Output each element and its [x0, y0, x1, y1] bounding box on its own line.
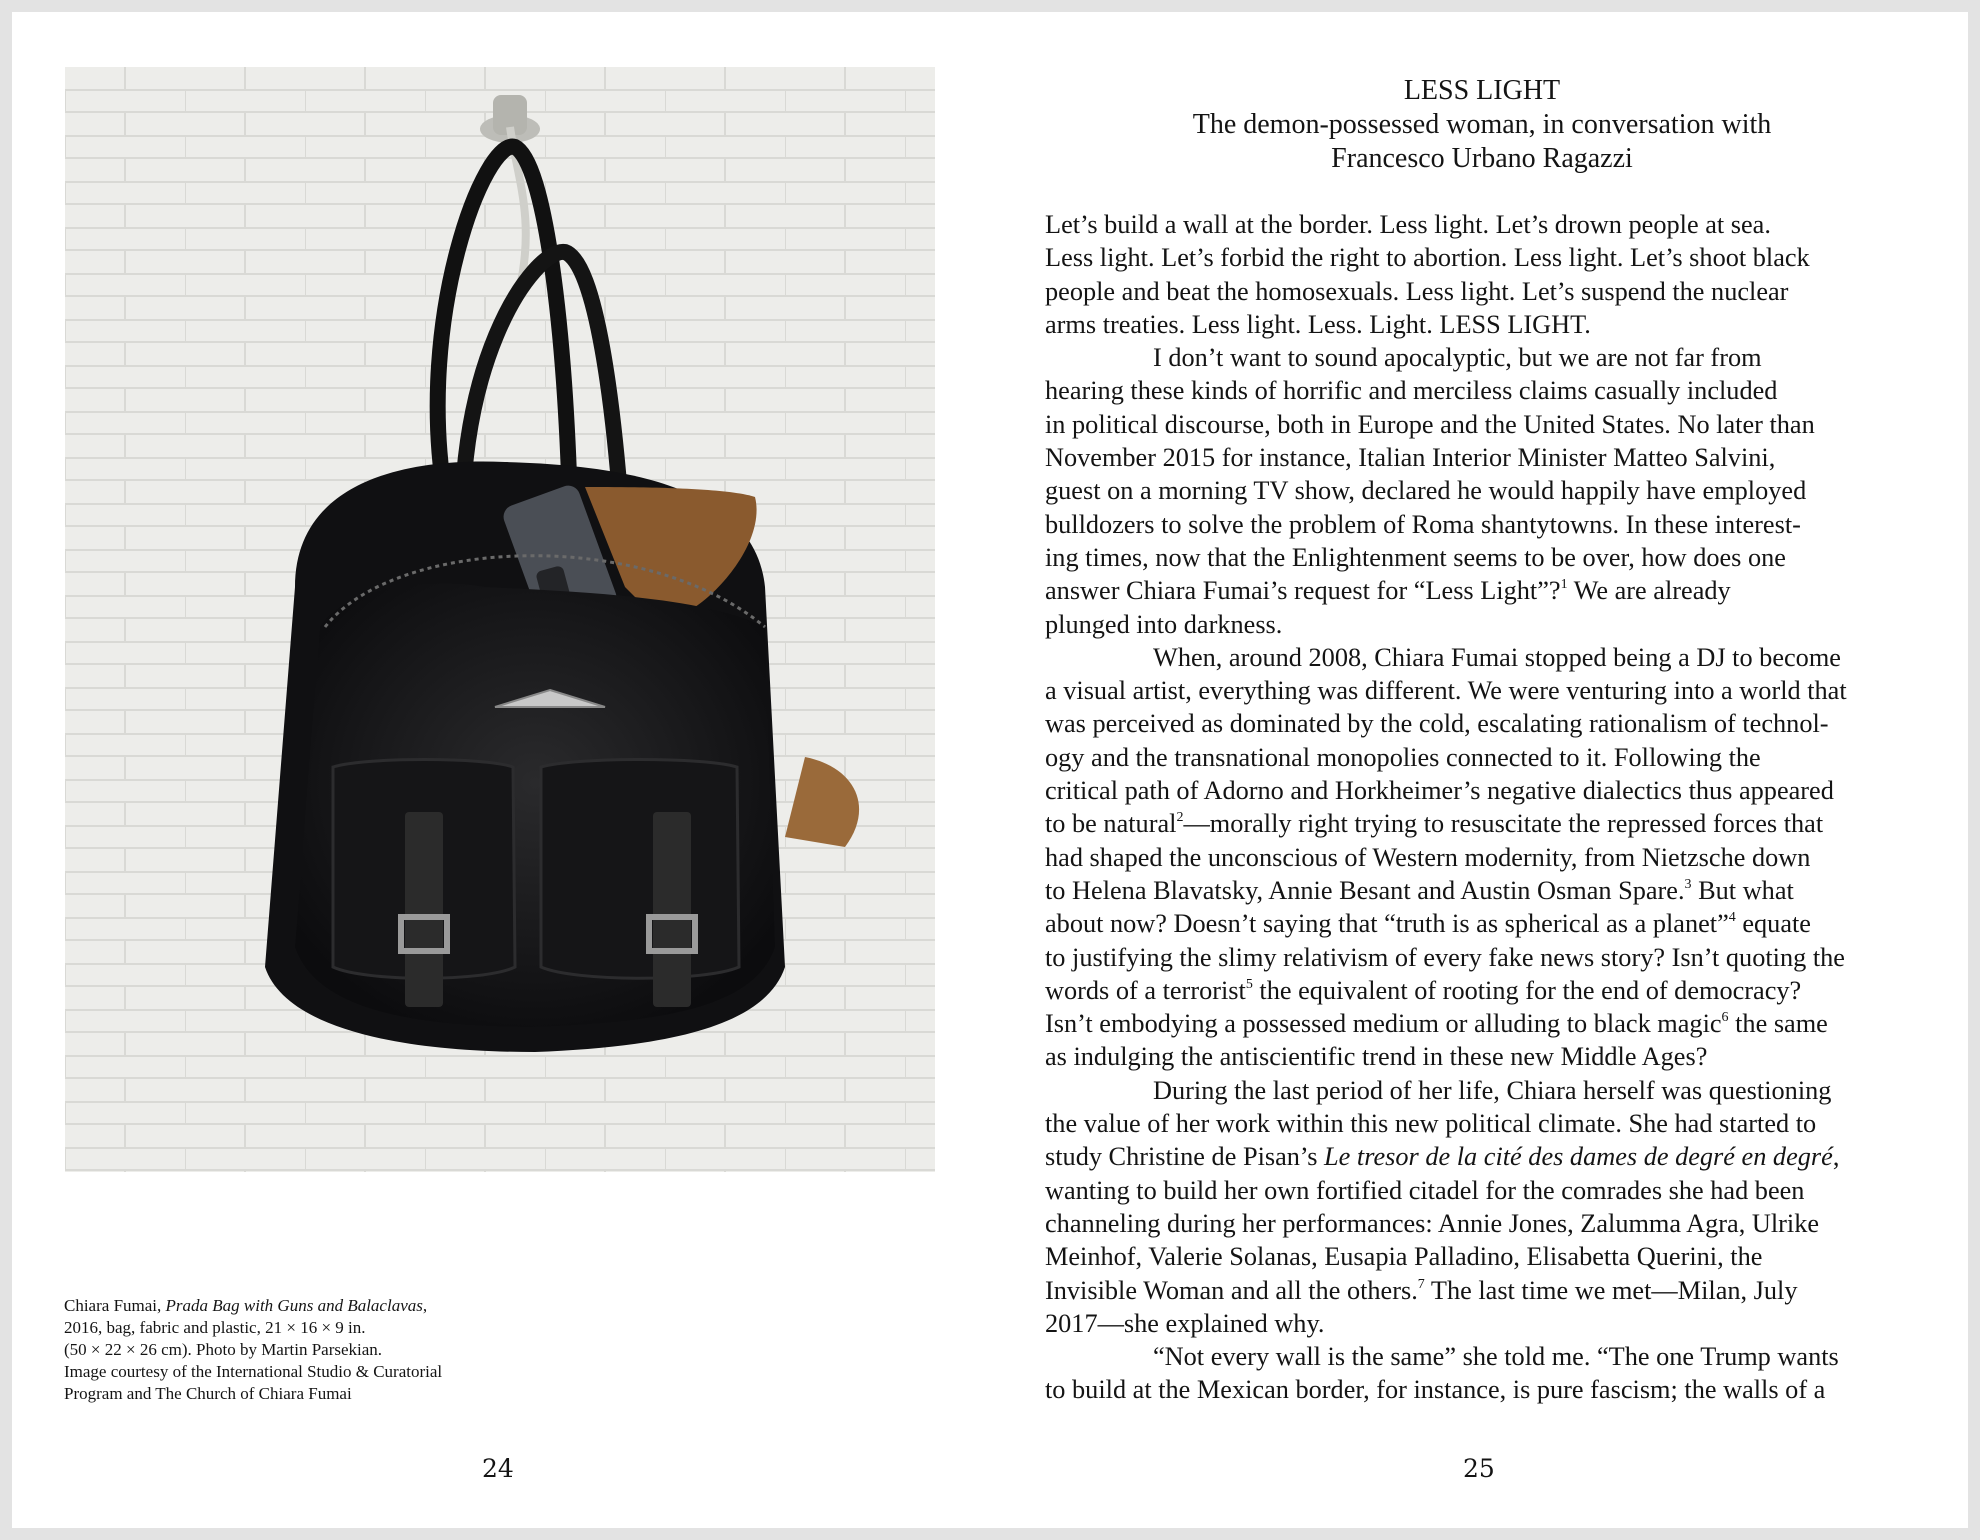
text-line: “Not every wall is the same” she told me. “The one Trump wants: [1153, 1342, 1839, 1372]
text-line: Isn’t embodying a possessed medium or alluding to black magic$^6$ the same: [1045, 1009, 1828, 1039]
text-line: to be natural$^2$—morally right trying to resuscitate the repressed forces that: [1045, 809, 1824, 839]
text-line: During the last period of her life, Chiara herself was questioning: [1153, 1075, 1832, 1105]
caption-line: Image courtesy of the International Studio & Curatorial: [64, 1362, 443, 1381]
footnote-ref[interactable]: 5: [1245, 976, 1253, 992]
text-line: Invisible Woman and all the others.$^7$ The last time we met—Milan, July: [1045, 1275, 1798, 1305]
caption-line: 2016, bag, fabric and plastic, 21 × 16 × 9 in.: [64, 1318, 366, 1337]
caption-line: (50 × 22 × 26 cm). Photo by Martin Parsekian.: [64, 1340, 383, 1359]
text-line: Meinhof, Valerie Solanas, Eusapia Palladino, Elisabetta Querini, the: [1045, 1242, 1763, 1272]
essay-body: [1045, 208, 1925, 1407]
book-spread: [12, 12, 1968, 1528]
artwork-photo: [65, 67, 935, 1172]
prada-bag-illustration: [65, 67, 935, 1172]
essay-subtitle: Francesco Urbano Ragazzi: [1331, 143, 1633, 174]
text-line: critical path of Adorno and Horkheimer’s negative dialectics thus appeared: [1045, 776, 1834, 806]
footnote-ref[interactable]: 1: [1560, 577, 1568, 593]
text-line: ogy and the transnational monopolies connected to it. Following the: [1045, 742, 1761, 772]
text-line: a visual artist, everything was different. We were venturing into a world that: [1045, 676, 1847, 706]
text-line: arms treaties. Less light. Less. Light. LESS LIGHT.: [1045, 309, 1591, 339]
text-line: words of a terrorist$^5$ the equivalent of rooting for the end of democracy?: [1045, 975, 1802, 1005]
text-line: had shaped the unconscious of Western modernity, from Nietzsche down: [1045, 842, 1811, 872]
text-line: ing times, now that the Enlightenment seems to be over, how does one: [1045, 542, 1786, 572]
text-line: Let’s build a wall at the border. Less light. Let’s drown people at sea.: [1045, 210, 1771, 239]
text-line: Less light. Let’s forbid the right to abortion. Less light. Let’s shoot black: [1045, 243, 1810, 273]
text-line: study Christine de Pisan’s Le tresor de la cité des dames de degré en degré,: [1045, 1142, 1840, 1172]
footnote-ref[interactable]: 4: [1728, 910, 1736, 926]
text-line: about now? Doesn’t saying that “truth is as spherical as a planet”$^4$ equate: [1045, 909, 1811, 939]
photo-caption: [64, 1295, 534, 1405]
text-line: people and beat the homosexuals. Less light. Let’s suspend the nuclear: [1045, 276, 1789, 306]
text-line: answer Chiara Fumai’s request for “Less Light”?$^1$ We are already: [1045, 576, 1731, 606]
caption-artwork-title: Prada Bag with Guns and Balaclavas: [165, 1296, 423, 1315]
page-number-right: 25: [1463, 1454, 1495, 1483]
book-title: Le tresor de la cité des dames de degré en degré: [1324, 1142, 1833, 1172]
essay-heading: [1042, 74, 1922, 176]
text-line: to Helena Blavatsky, Annie Besant and Austin Osman Spare.$^3$ But what: [1045, 875, 1794, 905]
text-line: When, around 2008, Chiara Fumai stopped being a DJ to become: [1153, 642, 1841, 672]
text-line: was perceived as dominated by the cold, escalating rationalism of technol-: [1045, 709, 1829, 739]
essay-title: LESS LIGHT: [1403, 75, 1561, 106]
text-line: 2017—she explained why.: [1045, 1308, 1325, 1338]
caption-line: Program and The Church of Chiara Fumai: [64, 1384, 352, 1403]
text-line: plunged into darkness.: [1045, 609, 1283, 639]
text-line: I don’t want to sound apocalyptic, but we are not far from: [1153, 343, 1762, 373]
footnote-ref[interactable]: 7: [1417, 1276, 1425, 1292]
text-line: guest on a morning TV show, declared he would happily have employed: [1045, 476, 1807, 506]
text-line: to build at the Mexican border, for instance, is pure fascism; the walls of a: [1045, 1375, 1826, 1405]
footnote-ref[interactable]: 6: [1721, 1010, 1729, 1026]
caption-text: ,: [422, 1296, 428, 1315]
caption-artist: Chiara Fumai,: [64, 1296, 166, 1315]
footnote-ref[interactable]: 2: [1176, 810, 1184, 826]
text-line: to justifying the slimy relativism of every fake news story? Isn’t quoting the: [1045, 942, 1845, 972]
text-line: November 2015 for instance, Italian Interior Minister Matteo Salvini,: [1045, 443, 1776, 473]
essay-subtitle: The demon-possessed woman, in conversation with: [1192, 109, 1772, 140]
text-line: wanting to build her own fortified citadel for the comrades she had been: [1045, 1175, 1805, 1205]
text-line: in political discourse, both in Europe and the United States. No later than: [1045, 409, 1815, 439]
footnote-ref[interactable]: 3: [1684, 876, 1692, 892]
text-line: the value of her work within this new political climate. She had started to: [1045, 1109, 1817, 1139]
text-line: bulldozers to solve the problem of Roma shantytowns. In these interest-: [1045, 509, 1801, 539]
text-line: hearing these kinds of horrific and merciless claims casually included: [1045, 376, 1778, 406]
text-line: channeling during her performances: Annie Jones, Zalumma Agra, Ulrike: [1045, 1208, 1820, 1238]
page-number-left: 24: [482, 1454, 514, 1483]
text-line: as indulging the antiscientific trend in these new Middle Ages?: [1045, 1042, 1708, 1072]
